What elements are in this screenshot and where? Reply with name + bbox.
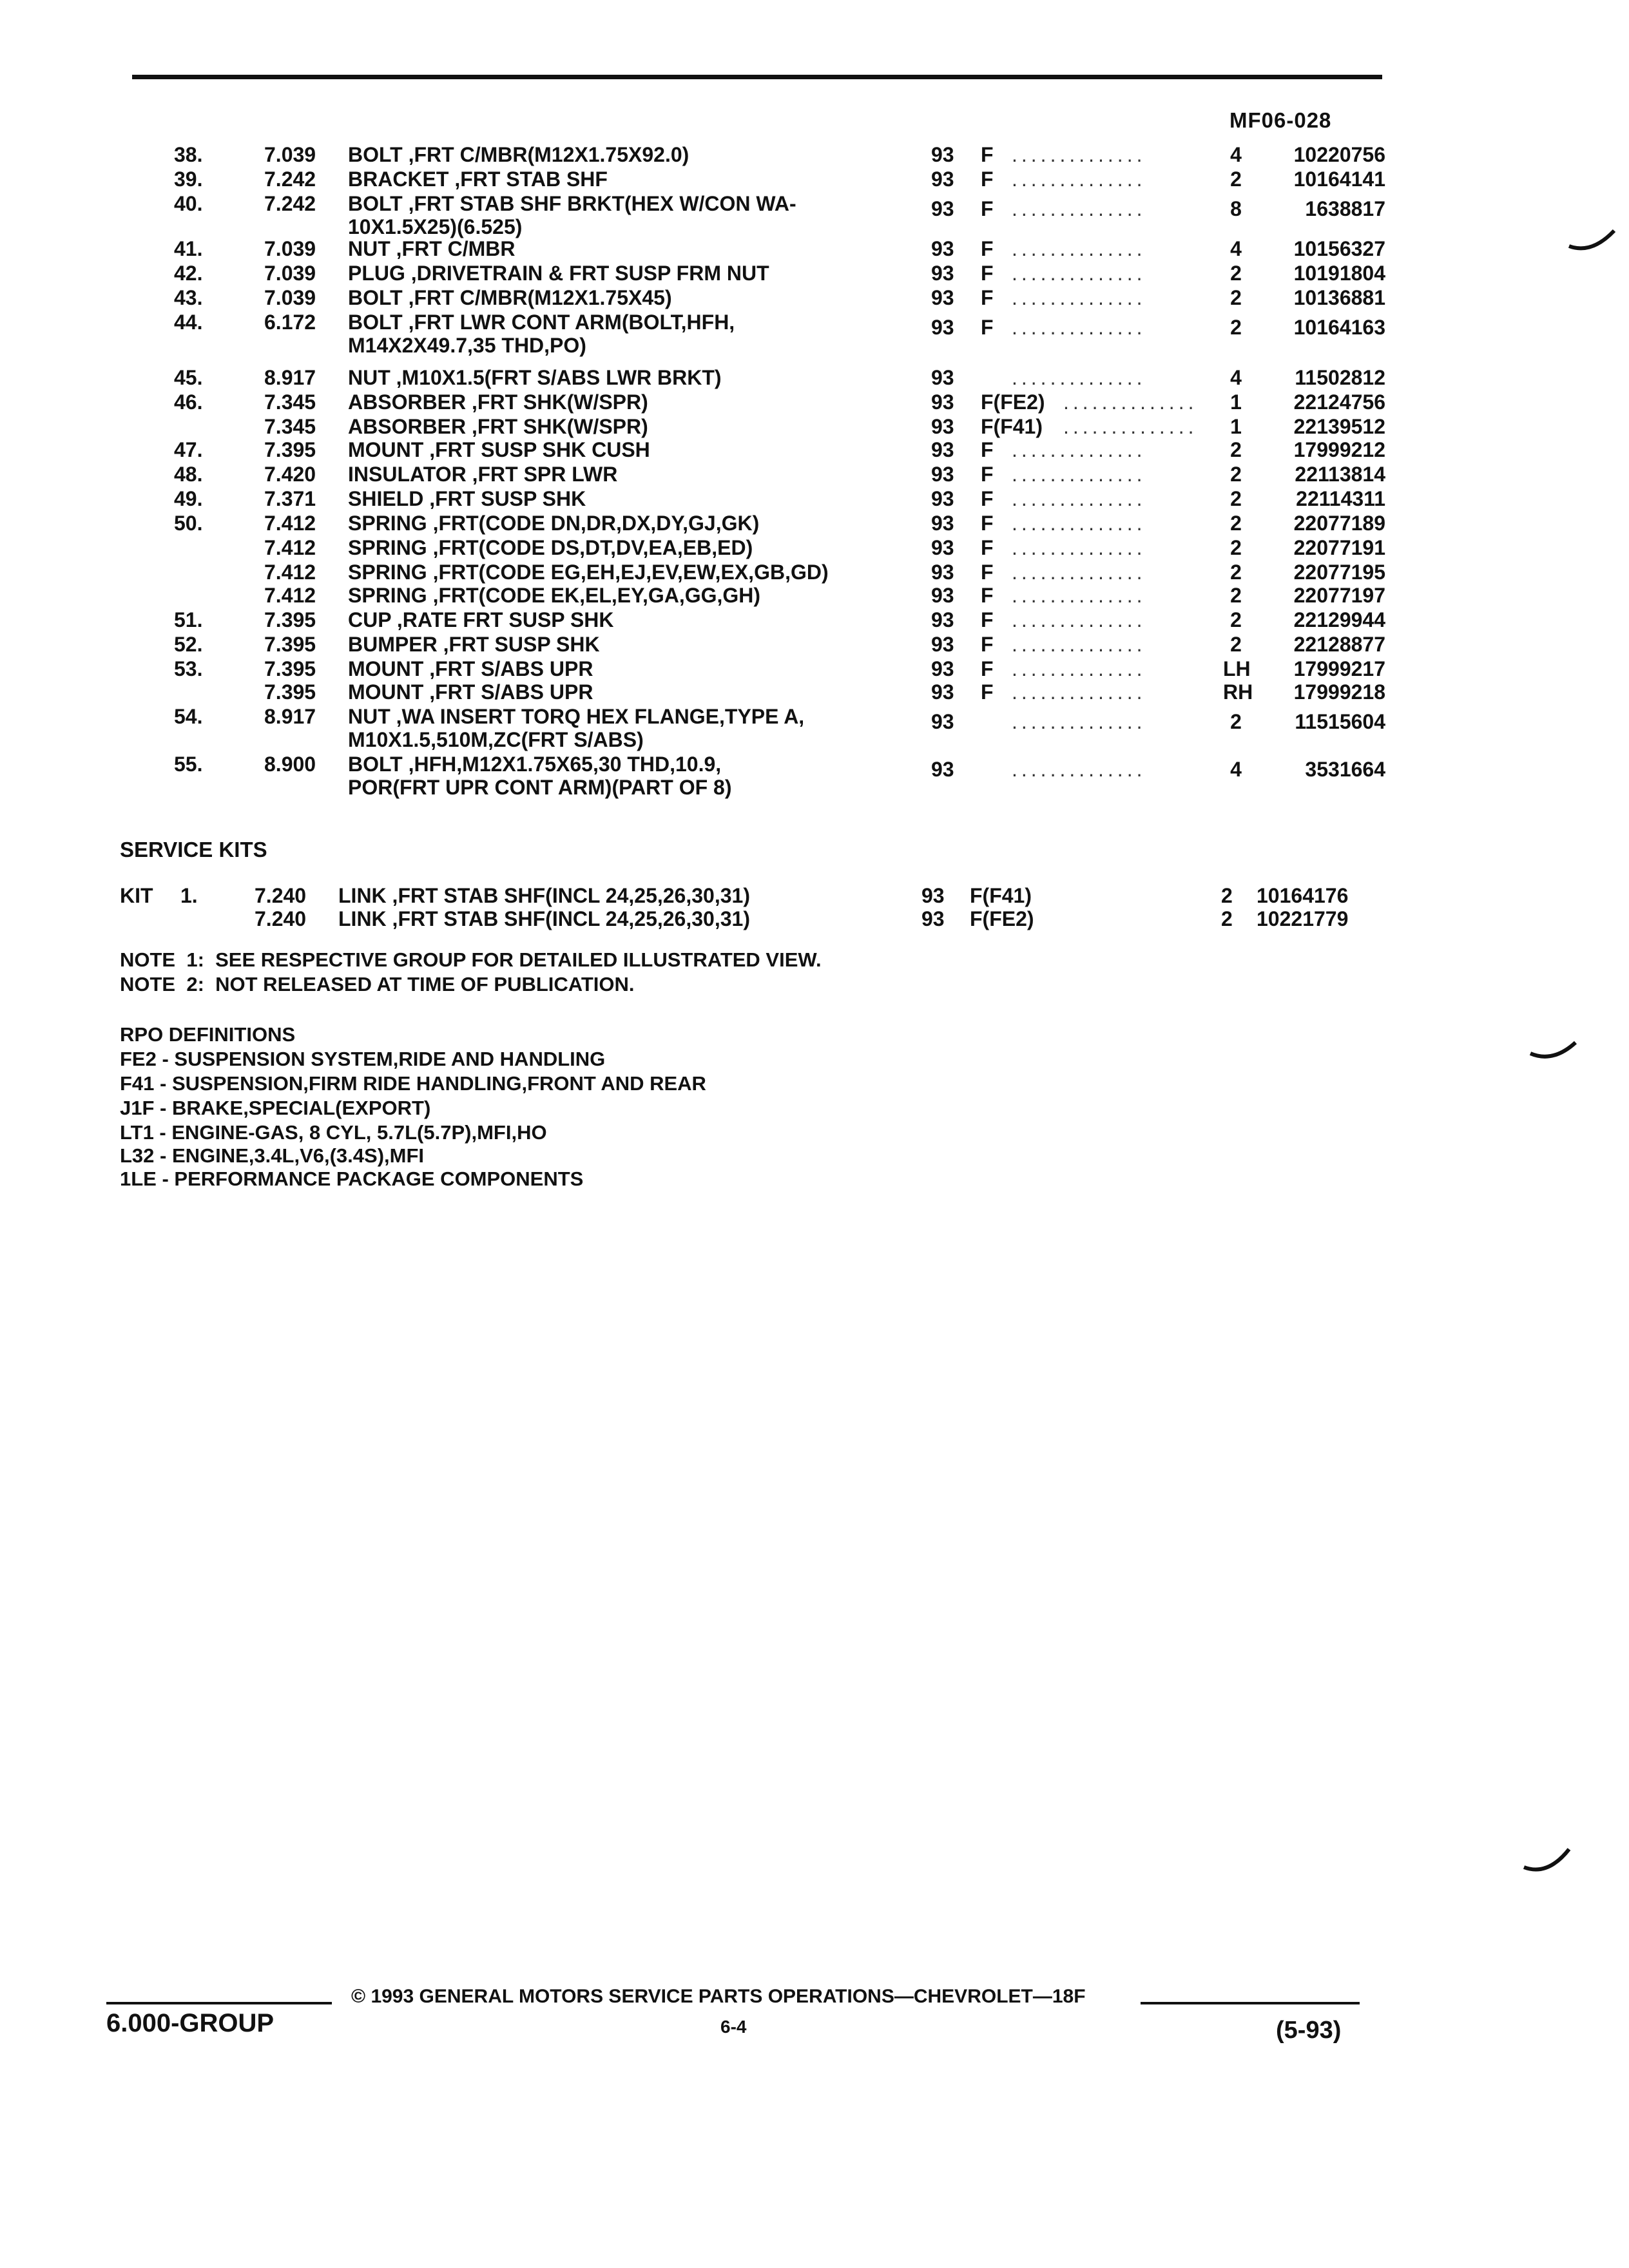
rpo-definition xyxy=(120,1048,605,1071)
item-number: 47. xyxy=(174,438,203,461)
part-description: NUT ,WA INSERT TORQ HEX FLANGE,TYPE A, xyxy=(348,705,805,728)
doc-code: MF06-028 xyxy=(1229,108,1332,132)
part-number: 10220756 xyxy=(1293,143,1385,166)
location-code: F xyxy=(981,561,994,584)
leader-dots: .............. xyxy=(1012,584,1146,607)
group-number: 7.395 xyxy=(264,633,316,656)
part-number: 22114311 xyxy=(1296,487,1385,510)
group-number: 7.395 xyxy=(264,657,316,680)
binding-hole-mark xyxy=(1527,1037,1579,1070)
location-code: F(FE2) xyxy=(970,907,1034,930)
part-number: 10136881 xyxy=(1293,286,1385,309)
part-number: 10221779 xyxy=(1257,907,1349,930)
item-number: 42. xyxy=(174,262,203,285)
part-number: 22129944 xyxy=(1293,608,1385,631)
item-number: 54. xyxy=(174,705,203,728)
part-description: CUP ,RATE FRT SUSP SHK xyxy=(348,608,614,631)
table-row xyxy=(0,536,1629,561)
part-description: SPRING ,FRT(CODE EK,EL,EY,GA,GG,GH) xyxy=(348,584,761,607)
part-description-continued: M10X1.5,510M,ZC(FRT S/ABS) xyxy=(348,728,644,751)
part-number: 10164141 xyxy=(1293,168,1385,191)
item-number: 46. xyxy=(174,390,203,414)
item-number: 48. xyxy=(174,463,203,486)
model-year: 93 xyxy=(921,907,945,930)
part-number: 10191804 xyxy=(1293,262,1385,285)
rpo-text: - BRAKE,SPECIAL(EXPORT) xyxy=(154,1097,431,1119)
quantity: 2 xyxy=(1221,907,1233,930)
table-row xyxy=(0,262,1629,286)
model-year: 93 xyxy=(931,608,954,631)
table-row xyxy=(0,390,1629,415)
footer-rule-left xyxy=(106,2002,332,2004)
quantity: LH xyxy=(1223,657,1251,680)
model-year: 93 xyxy=(931,366,954,389)
table-row xyxy=(0,608,1629,633)
location-code: F(F41) xyxy=(981,415,1043,438)
table-row xyxy=(0,753,1629,799)
part-description: MOUNT ,FRT SUSP SHK CUSH xyxy=(348,438,650,461)
quantity: 2 xyxy=(1230,316,1242,339)
group-number: 6.172 xyxy=(264,311,316,334)
group-number: 7.395 xyxy=(264,680,316,704)
group-number: 7.039 xyxy=(264,237,316,260)
part-description: MOUNT ,FRT S/ABS UPR xyxy=(348,680,593,704)
group-number: 7.395 xyxy=(264,608,316,631)
rpo-text: - SUSPENSION,FIRM RIDE HANDLING,FRONT AND REAR xyxy=(154,1072,706,1095)
footer-copyright: © 1993 GENERAL MOTORS SERVICE PARTS OPERATIONS—CHEVROLET—18F xyxy=(351,1986,1086,2007)
item-number: 1. xyxy=(180,884,198,907)
binding-hole-mark xyxy=(1521,1843,1572,1881)
table-row xyxy=(0,438,1629,463)
part-description-continued: POR(FRT UPR CONT ARM)(PART OF 8) xyxy=(348,776,732,799)
part-description: BRACKET ,FRT STAB SHF xyxy=(348,168,608,191)
table-row xyxy=(0,584,1629,608)
rpo-code: FE2 xyxy=(120,1048,157,1070)
part-description: LINK ,FRT STAB SHF(INCL 24,25,26,30,31) xyxy=(338,884,750,907)
footer-date: (5-93) xyxy=(1276,2017,1342,2044)
part-description-continued: 10X1.5X25)(6.525) xyxy=(348,215,523,238)
footer-group: 6.000-GROUP xyxy=(106,2009,275,2037)
item-number: 51. xyxy=(174,608,203,631)
part-description: BUMPER ,FRT SUSP SHK xyxy=(348,633,600,656)
quantity: 2 xyxy=(1230,512,1242,535)
part-description: SPRING ,FRT(CODE DN,DR,DX,DY,GJ,GK) xyxy=(348,512,760,535)
group-number: 7.412 xyxy=(264,584,316,607)
quantity: 2 xyxy=(1230,463,1242,486)
table-row xyxy=(0,633,1629,657)
quantity: RH xyxy=(1223,680,1253,704)
part-description: SPRING ,FRT(CODE EG,EH,EJ,EV,EW,EX,GB,GD) xyxy=(348,561,829,584)
model-year: 93 xyxy=(931,415,954,438)
quantity: 2 xyxy=(1230,487,1242,510)
quantity: 2 xyxy=(1230,633,1242,656)
rpo-code: LT1 xyxy=(120,1121,154,1144)
table-row xyxy=(0,192,1629,238)
quantity: 2 xyxy=(1230,536,1242,559)
location-code: F xyxy=(981,680,994,704)
location-code: F(F41) xyxy=(970,884,1032,907)
leader-dots: .............. xyxy=(1012,197,1146,220)
part-description: LINK ,FRT STAB SHF(INCL 24,25,26,30,31) xyxy=(338,907,750,930)
leader-dots: .............. xyxy=(1012,561,1146,584)
quantity: 2 xyxy=(1230,710,1242,733)
item-number: 38. xyxy=(174,143,203,166)
part-number: 22077189 xyxy=(1293,512,1385,535)
item-number: 43. xyxy=(174,286,203,309)
table-row xyxy=(0,463,1629,487)
table-row xyxy=(0,311,1629,357)
table-row xyxy=(0,286,1629,311)
part-description: ABSORBER ,FRT SHK(W/SPR) xyxy=(348,415,648,438)
part-description: BOLT ,FRT LWR CONT ARM(BOLT,HFH, xyxy=(348,311,735,334)
location-code: F xyxy=(981,143,994,166)
part-number: 22077197 xyxy=(1293,584,1385,607)
part-number: 22113814 xyxy=(1295,463,1385,486)
rpo-code: 1LE xyxy=(120,1168,157,1190)
location-code: F xyxy=(981,512,994,535)
item-number: 53. xyxy=(174,657,203,680)
quantity: 4 xyxy=(1230,143,1242,166)
leader-dots: .............. xyxy=(1012,286,1146,309)
group-number: 7.242 xyxy=(264,168,316,191)
item-number: 44. xyxy=(174,311,203,334)
part-number: 11502812 xyxy=(1295,366,1385,389)
quantity: 1 xyxy=(1230,390,1242,414)
table-row xyxy=(0,143,1629,168)
part-number: 1638817 xyxy=(1305,197,1385,220)
table-row xyxy=(0,705,1629,751)
part-description: BOLT ,FRT STAB SHF BRKT(HEX W/CON WA- xyxy=(348,192,796,215)
group-number: 7.412 xyxy=(264,512,316,535)
item-number: 52. xyxy=(174,633,203,656)
part-description: SPRING ,FRT(CODE DS,DT,DV,EA,EB,ED) xyxy=(348,536,753,559)
location-code: F xyxy=(981,262,994,285)
location-code: F xyxy=(981,657,994,680)
leader-dots: .............. xyxy=(1012,758,1146,781)
group-number: 8.900 xyxy=(264,753,316,776)
rpo-code: F41 xyxy=(120,1072,155,1095)
binding-hole-mark xyxy=(1566,226,1617,258)
table-row xyxy=(0,680,1629,705)
leader-dots: .............. xyxy=(1012,536,1146,559)
leader-dots: .............. xyxy=(1063,415,1198,438)
item-number: 50. xyxy=(174,512,203,535)
group-number: 7.371 xyxy=(264,487,316,510)
rpo-definition xyxy=(120,1168,583,1191)
group-number: 7.412 xyxy=(264,561,316,584)
item-number: 49. xyxy=(174,487,203,510)
item-number: 40. xyxy=(174,192,203,215)
part-description: BOLT ,FRT C/MBR(M12X1.75X45) xyxy=(348,286,672,309)
rpo-code: J1F xyxy=(120,1097,155,1119)
quantity: 8 xyxy=(1230,197,1242,220)
group-number: 7.242 xyxy=(264,192,316,215)
model-year: 93 xyxy=(931,633,954,656)
quantity: 2 xyxy=(1230,608,1242,631)
model-year: 93 xyxy=(931,758,954,781)
part-description: NUT ,FRT C/MBR xyxy=(348,237,516,260)
model-year: 93 xyxy=(931,512,954,535)
rpo-definition xyxy=(120,1121,547,1144)
leader-dots: .............. xyxy=(1012,608,1146,631)
rpo-definition xyxy=(120,1144,424,1168)
model-year: 93 xyxy=(931,710,954,733)
part-number: 17999212 xyxy=(1293,438,1385,461)
note-line: NOTE 1: SEE RESPECTIVE GROUP FOR DETAILED ILLUSTRATED VIEW. xyxy=(120,948,822,971)
leader-dots: .............. xyxy=(1012,710,1146,733)
quantity: 2 xyxy=(1230,584,1242,607)
leader-dots: .............. xyxy=(1012,316,1146,339)
leader-dots: .............. xyxy=(1012,262,1146,285)
quantity: 4 xyxy=(1230,366,1242,389)
part-number: 22077191 xyxy=(1293,536,1385,559)
rpo-definition xyxy=(120,1097,430,1120)
model-year: 93 xyxy=(931,316,954,339)
part-description: SHIELD ,FRT SUSP SHK xyxy=(348,487,586,510)
model-year: 93 xyxy=(931,197,954,220)
quantity: 2 xyxy=(1230,262,1242,285)
service-kits-title: SERVICE KITS xyxy=(120,838,267,861)
quantity: 4 xyxy=(1230,758,1242,781)
group-number: 7.420 xyxy=(264,463,316,486)
model-year: 93 xyxy=(931,536,954,559)
location-code: F(FE2) xyxy=(981,390,1045,414)
quantity: 1 xyxy=(1230,415,1242,438)
leader-dots: .............. xyxy=(1012,463,1146,486)
group-number: 7.039 xyxy=(264,262,316,285)
part-number: 11515604 xyxy=(1295,710,1385,733)
location-code: F xyxy=(981,197,994,220)
part-description-continued: M14X2X49.7,35 THD,PO) xyxy=(348,334,586,357)
part-number: 22124756 xyxy=(1293,390,1385,414)
top-rule xyxy=(132,75,1382,79)
part-number: 10164163 xyxy=(1293,316,1385,339)
part-number: 17999217 xyxy=(1293,657,1385,680)
location-code: F xyxy=(981,608,994,631)
part-number: 10156327 xyxy=(1293,237,1385,260)
location-code: F xyxy=(981,536,994,559)
table-row xyxy=(0,168,1629,192)
group-number: 7.345 xyxy=(264,390,316,414)
leader-dots: .............. xyxy=(1012,633,1146,656)
part-description: ABSORBER ,FRT SHK(W/SPR) xyxy=(348,390,648,414)
quantity: 2 xyxy=(1221,884,1233,907)
location-code: F xyxy=(981,237,994,260)
leader-dots: .............. xyxy=(1012,366,1146,389)
part-number: 17999218 xyxy=(1293,680,1385,704)
model-year: 93 xyxy=(931,657,954,680)
footer-page-number: 6-4 xyxy=(720,2017,747,2037)
model-year: 93 xyxy=(931,143,954,166)
item-number: 41. xyxy=(174,237,203,260)
model-year: 93 xyxy=(931,463,954,486)
kit-label: KIT xyxy=(120,884,153,907)
group-number: 7.039 xyxy=(264,143,316,166)
model-year: 93 xyxy=(931,584,954,607)
table-row xyxy=(0,487,1629,512)
table-row xyxy=(0,512,1629,536)
model-year: 93 xyxy=(931,487,954,510)
part-number: 22077195 xyxy=(1293,561,1385,584)
location-code: F xyxy=(981,316,994,339)
part-description: BOLT ,HFH,M12X1.75X65,30 THD,10.9, xyxy=(348,753,722,776)
group-number: 8.917 xyxy=(264,366,316,389)
rpo-text: - PERFORMANCE PACKAGE COMPONENTS xyxy=(156,1168,584,1190)
group-number: 7.345 xyxy=(264,415,316,438)
group-number: 7.240 xyxy=(255,907,307,930)
part-number: 22128877 xyxy=(1293,633,1385,656)
model-year: 93 xyxy=(931,237,954,260)
part-description: INSULATOR ,FRT SPR LWR xyxy=(348,463,618,486)
quantity: 2 xyxy=(1230,286,1242,309)
leader-dots: .............. xyxy=(1012,657,1146,680)
table-row xyxy=(0,237,1629,262)
leader-dots: .............. xyxy=(1012,487,1146,510)
rpo-text: - ENGINE,3.4L,V6,(3.4S),MFI xyxy=(154,1144,425,1167)
leader-dots: .............. xyxy=(1012,438,1146,461)
model-year: 93 xyxy=(931,390,954,414)
group-number: 8.917 xyxy=(264,705,316,728)
table-row xyxy=(0,415,1629,439)
leader-dots: .............. xyxy=(1012,237,1146,260)
group-number: 7.039 xyxy=(264,286,316,309)
leader-dots: .............. xyxy=(1012,143,1146,166)
rpo-text: - SUSPENSION SYSTEM,RIDE AND HANDLING xyxy=(156,1048,606,1070)
model-year: 93 xyxy=(931,561,954,584)
model-year: 93 xyxy=(931,286,954,309)
location-code: F xyxy=(981,463,994,486)
group-number: 7.395 xyxy=(264,438,316,461)
footer-rule-right xyxy=(1141,2002,1360,2004)
location-code: F xyxy=(981,633,994,656)
part-description: BOLT ,FRT C/MBR(M12X1.75X92.0) xyxy=(348,143,689,166)
part-description: NUT ,M10X1.5(FRT S/ABS LWR BRKT) xyxy=(348,366,722,389)
note-line: NOTE 2: NOT RELEASED AT TIME OF PUBLICATION. xyxy=(120,973,635,995)
group-number: 7.412 xyxy=(264,536,316,559)
item-number: 45. xyxy=(174,366,203,389)
part-number: 10164176 xyxy=(1257,884,1349,907)
model-year: 93 xyxy=(931,168,954,191)
leader-dots: .............. xyxy=(1012,680,1146,704)
quantity: 2 xyxy=(1230,438,1242,461)
table-row xyxy=(0,884,1629,908)
rpo-title: RPO DEFINITIONS xyxy=(120,1023,296,1046)
rpo-definition xyxy=(120,1072,706,1095)
location-code: F xyxy=(981,286,994,309)
model-year: 93 xyxy=(921,884,945,907)
location-code: F xyxy=(981,438,994,461)
table-row xyxy=(0,366,1629,390)
table-row xyxy=(0,907,1629,932)
item-number: 39. xyxy=(174,168,203,191)
table-row xyxy=(0,657,1629,682)
location-code: F xyxy=(981,487,994,510)
quantity: 4 xyxy=(1230,237,1242,260)
quantity: 2 xyxy=(1230,168,1242,191)
rpo-text: - ENGINE-GAS, 8 CYL, 5.7L(5.7P),MFI,HO xyxy=(153,1121,547,1144)
part-description: PLUG ,DRIVETRAIN & FRT SUSP FRM NUT xyxy=(348,262,769,285)
part-number: 3531664 xyxy=(1305,758,1385,781)
part-number: 22139512 xyxy=(1293,415,1385,438)
leader-dots: .............. xyxy=(1063,390,1198,414)
model-year: 93 xyxy=(931,680,954,704)
table-row xyxy=(0,561,1629,585)
group-number: 7.240 xyxy=(255,884,307,907)
leader-dots: .............. xyxy=(1012,512,1146,535)
item-number: 55. xyxy=(174,753,203,776)
model-year: 93 xyxy=(931,262,954,285)
part-description: MOUNT ,FRT S/ABS UPR xyxy=(348,657,593,680)
quantity: 2 xyxy=(1230,561,1242,584)
location-code: F xyxy=(981,168,994,191)
leader-dots: .............. xyxy=(1012,168,1146,191)
location-code: F xyxy=(981,584,994,607)
rpo-code: L32 xyxy=(120,1144,155,1167)
model-year: 93 xyxy=(931,438,954,461)
